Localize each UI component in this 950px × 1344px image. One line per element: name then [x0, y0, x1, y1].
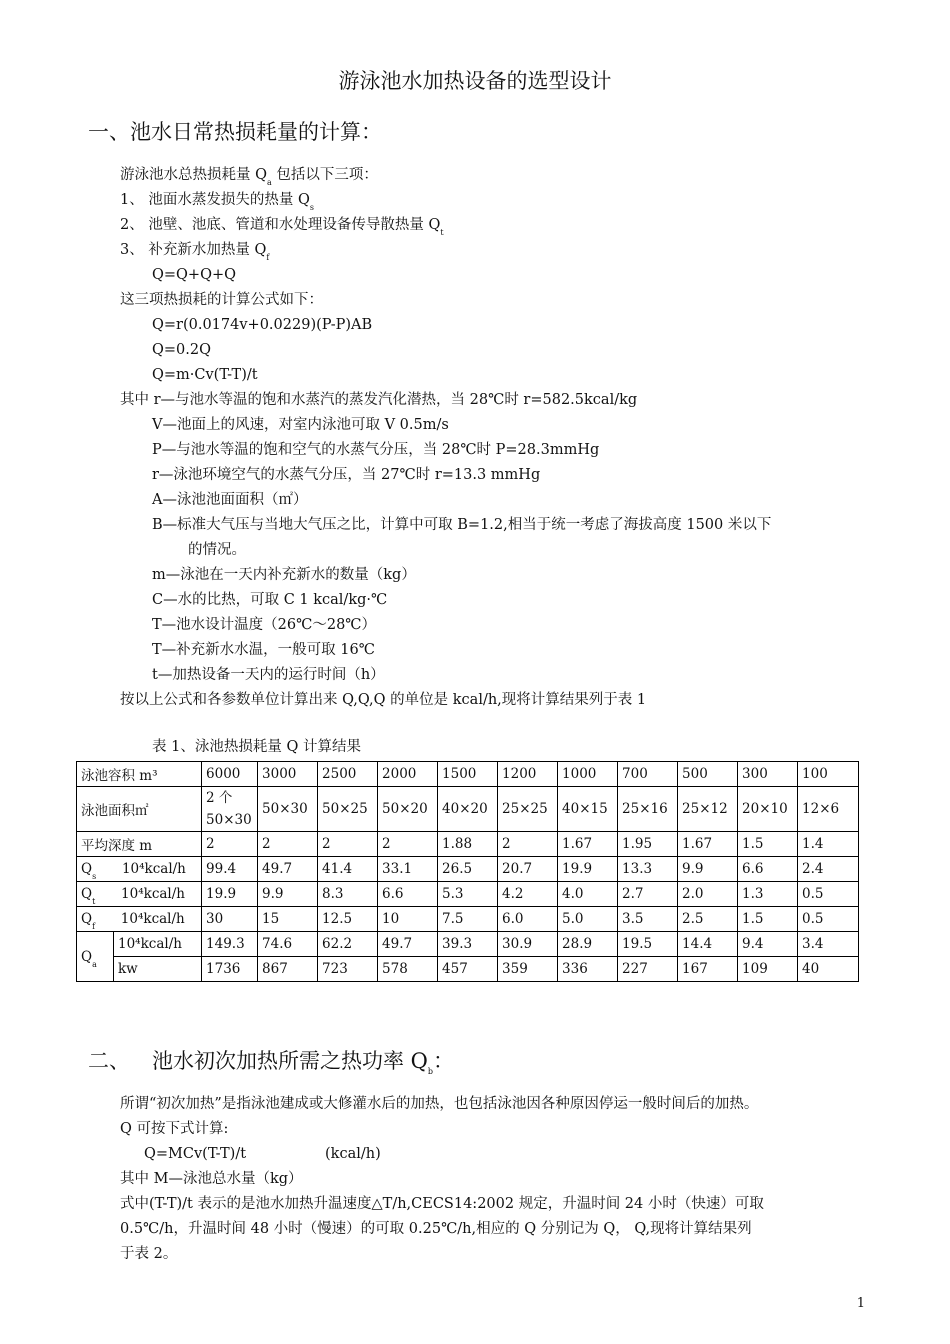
table-cell: 2 个 50×30 — [202, 787, 258, 832]
table-cell: 30 — [202, 907, 258, 932]
table-cell: 62.2 — [318, 932, 378, 957]
table-cell: 14.4 — [678, 932, 738, 957]
table-cell: 26.5 — [438, 857, 498, 882]
table-cell: 867 — [258, 957, 318, 982]
section2-line-3: 其中 M—泳池总水量（kg） — [120, 1171, 303, 1187]
table-cell: 2 — [378, 832, 438, 857]
table-cell: 1.3 — [738, 882, 798, 907]
table-cell: 40×20 — [438, 787, 498, 832]
table-cell: 20.7 — [498, 857, 558, 882]
table-row — [77, 957, 859, 982]
table-cell: 1000 — [558, 762, 618, 787]
table-cell: 49.7 — [258, 857, 318, 882]
row-label: 泳池面积㎡ — [77, 787, 202, 832]
row-unit: 10⁴kcal/h — [114, 932, 202, 957]
param-ba: B—标准大气压与当地大气压之比，计算中可取 B=1.2,相当于统一考虑了海拔高度 1500 米以下 — [152, 517, 772, 533]
table-row — [77, 787, 859, 832]
table-cell: 167 — [678, 957, 738, 982]
table-cell: 6.6 — [378, 882, 438, 907]
param-v: V—池面上的风速，对室内泳池可取 V 0.5m/s — [152, 417, 449, 433]
section1-intro: 游泳池水总热损耗量 $Q_a$ 包括以下三项： — [120, 167, 378, 187]
table-cell: 457 — [438, 957, 498, 982]
section1-heading: 一、池水日常热损耗量的计算： — [88, 120, 382, 144]
where-line: 其中 r—与池水等温的饱和水蒸汽的蒸发汽化潜热，当 28℃时 r=582.5kcal/kg — [120, 392, 638, 408]
table-cell: 4.0 — [558, 882, 618, 907]
table-cell: 109 — [738, 957, 798, 982]
table-cell: 99.4 — [202, 857, 258, 882]
row-label: $Q_t$ 10⁴kcal/h — [77, 882, 202, 907]
table-cell: 2500 — [318, 762, 378, 787]
param-pb: P—与池水等温的饱和空气的水蒸气分压，当 28℃时 P=28.3mmHg — [152, 442, 600, 458]
table-cell: 1736 — [202, 957, 258, 982]
table-cell: 1.88 — [438, 832, 498, 857]
row-label: $Q_s$ 10⁴kcal/h — [77, 857, 202, 882]
section2-line-6: 于表 2。 — [120, 1246, 178, 1262]
table-cell: 1.67 — [558, 832, 618, 857]
table-cell: 300 — [738, 762, 798, 787]
table-cell: 359 — [498, 957, 558, 982]
table-cell: 28.9 — [558, 932, 618, 957]
table-cell: 1.95 — [618, 832, 678, 857]
table-cell: 2.7 — [618, 882, 678, 907]
table-cell: 149.3 — [202, 932, 258, 957]
table-cell: 5.0 — [558, 907, 618, 932]
table-cell: 723 — [318, 957, 378, 982]
table-row — [77, 832, 859, 857]
table-cell: 2.4 — [798, 857, 859, 882]
table-cell: 700 — [618, 762, 678, 787]
row-label: 泳池容积 m³ — [77, 762, 202, 787]
table1 — [76, 761, 859, 982]
formula-qs: Q=r(0.0174v+0.0229)(P-P)AB — [152, 317, 373, 333]
section2-line-5: 0.5℃/h，升温时间 48 小时（慢速）的可取 0.25℃/h,相应的 Q 分别记为 Q， Q,现将计算结果列 — [120, 1221, 752, 1237]
table-cell: 9.9 — [678, 857, 738, 882]
table1-caption: 表 1、泳池热损耗量 Q 计算结果 — [152, 739, 361, 755]
table-row — [77, 882, 859, 907]
table-cell: 50×20 — [378, 787, 438, 832]
table-cell: 25×25 — [498, 787, 558, 832]
item-2: 2、 池壁、池底、管道和水处理设备传导散热量 $Q_t$ — [120, 217, 444, 237]
section2-line-1: 所谓“初次加热”是指泳池建成或大修灌水后的加热，也包括泳池因各种原因停运一般时间后的加热。 — [120, 1096, 759, 1112]
formula-intro: 这三项热损耗的计算公式如下： — [120, 292, 323, 308]
table-cell: 2 — [318, 832, 378, 857]
table-cell: 50×30 — [258, 787, 318, 832]
table-cell: 12×6 — [798, 787, 859, 832]
table-cell: 74.6 — [258, 932, 318, 957]
table-cell: 1500 — [438, 762, 498, 787]
table-cell: 6.6 — [738, 857, 798, 882]
table-cell: 0.5 — [798, 882, 859, 907]
formula-qt: Q=0.2Q — [152, 342, 211, 358]
table-cell: 49.7 — [378, 932, 438, 957]
page-number: 1 — [856, 1296, 865, 1311]
table-cell: 13.3 — [618, 857, 678, 882]
table-cell: 41.4 — [318, 857, 378, 882]
table-cell: 5.3 — [438, 882, 498, 907]
param-cv: C—水的比热，可取 C 1 kcal/kg·℃ — [152, 592, 388, 608]
table-cell: 25×16 — [618, 787, 678, 832]
table-cell: 39.3 — [438, 932, 498, 957]
table-cell: 33.1 — [378, 857, 438, 882]
section2-heading: 池水初次加热所需之热功率 $Q_b$： — [152, 1049, 455, 1076]
table-row — [77, 907, 859, 932]
table-cell: 40 — [798, 957, 859, 982]
table-cell: 1.67 — [678, 832, 738, 857]
sum-formula: Q=Q+Q+Q — [152, 267, 236, 283]
table-row — [77, 932, 859, 957]
param-ta: T—池水设计温度（26℃～28℃） — [152, 617, 377, 633]
table-cell: 227 — [618, 957, 678, 982]
qa-label: $Q_a$ — [77, 932, 114, 982]
item-3: 3、 补充新水加热量 $Q_f$ — [120, 242, 270, 262]
section2-line-2: Q 可按下式计算: — [120, 1121, 229, 1137]
table-cell: 2 — [202, 832, 258, 857]
table-cell: 0.5 — [798, 907, 859, 932]
param-m: m—泳池在一天内补充新水的数量（kg） — [152, 567, 416, 583]
table-cell: 19.9 — [558, 857, 618, 882]
table-cell: 2 — [258, 832, 318, 857]
formula-qf: Q=m·Cv(T-T)/t — [152, 367, 258, 383]
row-label: $Q_f$ 10⁴kcal/h — [77, 907, 202, 932]
document-title: 游泳池水加热设备的选型设计 — [338, 69, 612, 93]
table-cell: 336 — [558, 957, 618, 982]
table-cell: 9.4 — [738, 932, 798, 957]
table-cell: 1200 — [498, 762, 558, 787]
table-cell: 25×12 — [678, 787, 738, 832]
table-cell: 2.0 — [678, 882, 738, 907]
table-row — [77, 762, 859, 787]
table-cell: 10 — [378, 907, 438, 932]
section2-line-4: 式中(T-T)/t 表示的是池水加热升温速度△T/h,CECS14:2002 规定，升温时间 24 小时（快速）可取 — [120, 1196, 764, 1212]
param-ba-cont: 的情况。 — [188, 542, 246, 558]
table-cell: 12.5 — [318, 907, 378, 932]
table-cell: 1.4 — [798, 832, 859, 857]
row-label: 平均深度 m — [77, 832, 202, 857]
table-cell: 578 — [378, 957, 438, 982]
table-cell: 8.3 — [318, 882, 378, 907]
section2-formula: Q=MCv(T-T)/t — [144, 1146, 247, 1162]
result-line: 按以上公式和各参数单位计算出来 Q,Q,Q 的单位是 kcal/h,现将计算结果列于表 1 — [120, 692, 647, 708]
param-rq: r—泳池环境空气的水蒸气分压，当 27℃时 r=13.3 mmHg — [152, 467, 541, 483]
table-cell: 4.2 — [498, 882, 558, 907]
section2-formula-unit: (kcal/h) — [325, 1146, 381, 1162]
table-cell: 50×25 — [318, 787, 378, 832]
table-cell: 3.4 — [798, 932, 859, 957]
table-cell: 3.5 — [618, 907, 678, 932]
row-unit: kw — [114, 957, 202, 982]
section2-number: 二、 — [88, 1049, 130, 1073]
table-cell: 6000 — [202, 762, 258, 787]
table-cell: 2000 — [378, 762, 438, 787]
item-1: 1、 池面水蒸发损失的热量 $Q_s$ — [120, 192, 314, 212]
table-cell: 30.9 — [498, 932, 558, 957]
table-cell: 7.5 — [438, 907, 498, 932]
table-cell: 1.5 — [738, 832, 798, 857]
table-cell: 6.0 — [498, 907, 558, 932]
table-row — [77, 857, 859, 882]
table-cell: 19.9 — [202, 882, 258, 907]
table-cell: 40×15 — [558, 787, 618, 832]
table-cell: 15 — [258, 907, 318, 932]
table-cell: 2 — [498, 832, 558, 857]
table-cell: 9.9 — [258, 882, 318, 907]
table-cell: 1.5 — [738, 907, 798, 932]
table-cell: 500 — [678, 762, 738, 787]
param-th: t—加热设备一天内的运行时间（h） — [152, 667, 385, 683]
table-cell: 19.5 — [618, 932, 678, 957]
table-cell: 3000 — [258, 762, 318, 787]
table-cell: 20×10 — [738, 787, 798, 832]
param-as: A—泳池池面面积（㎡） — [152, 492, 308, 508]
table-cell: 100 — [798, 762, 859, 787]
param-tf: T—补充新水水温，一般可取 16℃ — [152, 642, 375, 658]
table-cell: 2.5 — [678, 907, 738, 932]
